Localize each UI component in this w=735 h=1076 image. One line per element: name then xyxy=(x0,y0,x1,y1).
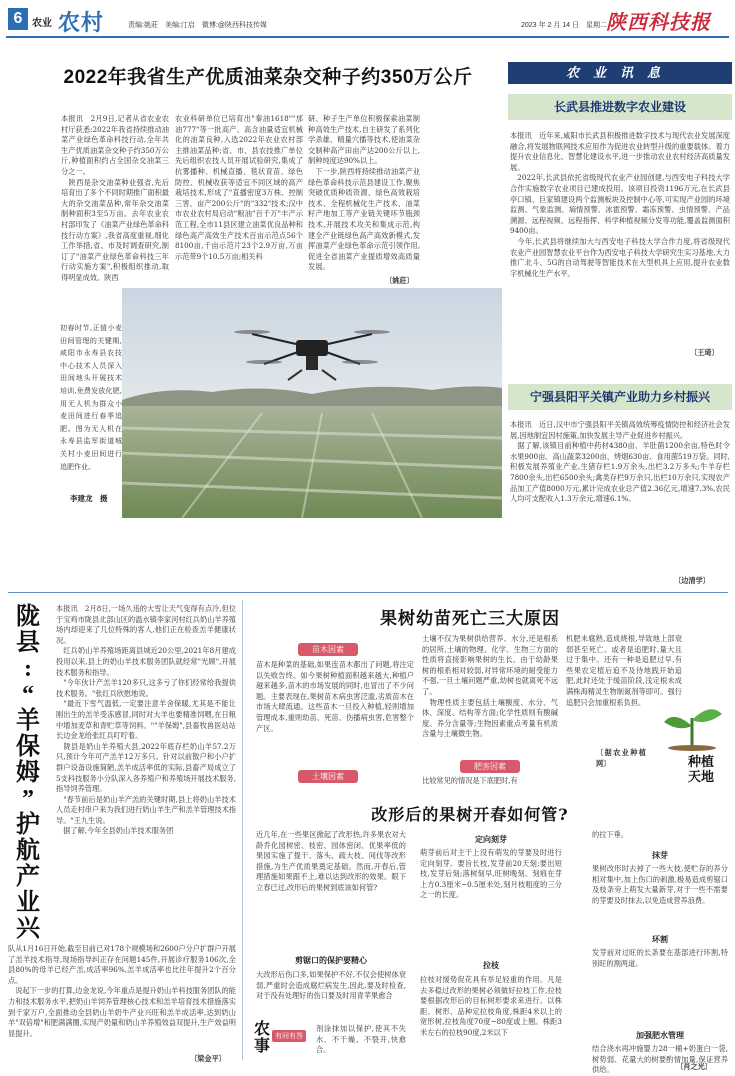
bottom-col1b: 大改形后伤口多,如果保护不好,不仅会使树体衰弱,严重时会造成腐烂病发生,因此,要及时检查,对于没有处理好的伤口要及时用青苹果愈合 xyxy=(256,970,406,1001)
fruit-body-4: 机肥未腐熟,造成烧根,导致地上部衰弱甚至死亡。或者是追肥时,量大且过于集中。还有一种是追肥过早,有些果农定植后追不及待地践开始追肥,此时还处于缓苗阶段,浅定根未成满株海精灵生物制氮剂等即可。强行追肥只会加重根系负担。 xyxy=(566,634,682,707)
qa-tag: 有问有答 xyxy=(272,1030,306,1042)
vertical-article-top: 本报讯 2月8日,一场久违的大雪让天气变得有点冷,但位于宝鸡市陇县北部山区的温水镇李家河村红兵奶山羊养殖场内却迎来了几位特殊的客人,他们正在检查羔羊健康状况。 红兵奶山羊养殖场距离县城近20公里,2021年8月建成投用以来,县上的奶山羊技术服务团队就经常"光顾",开展技术服务和指导。 "今年伙计产羔羊120多只,这多亏了你们经常给我提供技术服务。"张红兵欣慰地说。 "最近下雪气温低,一定要注意羊舍保暖,尤其是不能让刚出生的羔羊受冻感冒,同时对大羊也要精准饲喂,在日粮中增加麦草和青贮草等饲料。""羊保姆",县畜牧兽医站站长边金龙给张红兵叮咛着。 陇县是奶山羊养殖大县,2022年底存栏奶山羊57.2万只,预计今年可产羔羊12万多只。针对以前散户和小户扩群户设备设施简陋,羔羊成活率低的实际,县畜产局成立了5支科技服务小分队深入各养殖户和养殖场开展技术服务,指导饲养管理。 "春节前后是奶山羊产羔的关键时期,县上将奶山羊技术人员走村串户来为我们进行奶山羊生产和羔羊管理技术指导。"王九生说。 据了解,今年全县奶山羊技术服务团 xyxy=(56,604,236,836)
bottom-col3d: 结合浇水再冲施婴力28一桶+奶蛋白一袋,树势弱、花量大的树要酌情加量,保证营养供给。 xyxy=(592,1044,728,1075)
drone-photo xyxy=(122,288,502,518)
vertical-title-char: 产 xyxy=(16,864,40,890)
fruit-title: 果树幼苗死亡三大原因 xyxy=(380,609,560,629)
fruit-sub-fertilizer: 肥害因素 xyxy=(460,760,520,773)
vertical-title-char: 保 xyxy=(16,734,40,760)
article1-byline: 〔姚莊〕 xyxy=(385,276,414,285)
news1-headline: 长武县推进数字农业建设 xyxy=(508,94,732,120)
news1-body: 本报讯 近年来,咸阳市长武县积极推进数字技术与现代农业发展深度融合,将发展物联网技术应用作为促进农业转型升级的重要载体。着力提升农业信息化、智慧化建设水平,进一步推动农业农村经济高质量发展。 2022年,长武县依托省级现代农业产业园创建,与西安电子科技大学合作实施数字农业项目已建成投用。该项目投资1196万元,在长武县亭口镇、巨家镇建设两个监测板块及控制中心等,可实现产业园的环境监测、气象监测、墒情预警、冰雹预警、霜冻预警、虫情预警、产品溯源、远程视频、远程指挥、科学种植视频分发等功能,覆盖监测面积9400亩。 今年,长武县将继续加大与西安电子科技大学合作力度,将省级现代农业产业园智慧农业平台作为西安电子科技大学研究生实习基地,大力推广北斗、5G的自动驾驶等智能技术在大型机具上应用,提升农业数字机械化生产水平。 xyxy=(510,131,730,345)
header-bar xyxy=(6,4,729,38)
vertical-title xyxy=(6,604,50,942)
paper-name: 陕西科技报 xyxy=(606,12,711,34)
editors-info: 责编:姚莊 美编:汀启 微博:@陕西科技传媒 xyxy=(128,22,267,29)
main-headline: 2022年我省生产优质油菜杂交种子约350万公斤 xyxy=(63,67,473,88)
bottom-sub-pull: 拉枝 xyxy=(483,961,499,970)
bottom-sub-notch: 定向刻芽 xyxy=(475,835,507,844)
plant-icon xyxy=(656,700,728,750)
fruit-sub-soil: 土壤因素 xyxy=(298,770,358,783)
photo-credit: 李建龙 摄 xyxy=(70,494,108,503)
news2-byline: 〔边清学〕 xyxy=(674,576,710,585)
article1-col3: 研、种子生产单位积极探索油菜制种高效生产技术,自主研发了系列化学杀雄、精量穴播等技术,使油菜杂交制种高产田亩产达200公斤以上,制种纯度达90%以上。 下一步,陕西将持续推动油菜产业绿色革命科技示范县建设工作,聚焦突破优质种质资源、绿色高效栽培技术、全程机械化生产技术、油菜籽产地加工等产业链关键环节瓶颈技术,开展技术攻关和集成示范,构建全产业链绿色高产高效新模式,发挥油菜产业绿色革命示范引领作用,促进全省油菜产业提质增效高质量发展。 xyxy=(308,114,420,272)
bottom-col2: 萌芽前后对主干上没有萌发的芽要及时进行定向刻芽。要旨长枝,发芽前20天刻;要出短枝,发芽后刻;落树刻早,旺树晚刻。刻痕在芽上方0.3厘米~0.5厘米处,刻月枝粗度的三分之一的长度。 xyxy=(420,848,562,900)
fruit-body-3: 比较常见的情况是下底肥时,有 xyxy=(422,776,518,785)
section-divider xyxy=(8,592,728,593)
bottom-sub-ring: 环割 xyxy=(652,935,668,944)
bottom-byline: 〔肖之光〕 xyxy=(676,1062,712,1071)
news1-byline: 〔王琦〕 xyxy=(690,348,719,357)
vertical-article-byline: 〔梁金平〕 xyxy=(190,1054,226,1063)
vertical-title-text xyxy=(6,604,50,942)
vertical-title-char: 航 xyxy=(16,838,40,864)
vertical-article-bottom: 队从1月16日开始,截至目前已对178个规模场和2600户分户扩群户开展了羔羊技术指导,现场指导纠正存在问题145件,开展诊疗服务106次,全县80%的母羊已经产羔,成活率96%,羔羊成活率也比往年提升2个百分点。 说起下一步的打算,边金龙说,今年重点是提升奶山羊科技服务团队的能力和技术服务水平,把奶山羊饲养管理核心技术和羔羊培育技术措施落实到千家万户,全面推动全县奶山羊奶牛产业兴旺和羔羊成活率,达到奶山羊"双倍增"和肥满满圈,实现产奶量和奶山羊养殖效益双提升,生产效益明显提升。 xyxy=(8,944,236,1038)
bottom-col3c: 发芽前对过旺的长条要在基部进行环割,特别旺的割两道。 xyxy=(592,948,728,968)
section-small: 农业 xyxy=(32,18,52,29)
column-divider xyxy=(242,600,243,1060)
bottom-col3: 的拉下垂。 xyxy=(592,830,628,839)
vertical-title-char: 护 xyxy=(16,812,40,838)
planting-corner xyxy=(656,700,728,782)
news-box-title-text: 农业讯息 xyxy=(565,65,674,80)
fruit-sub-seedling: 苗木因素 xyxy=(298,643,358,656)
vertical-title-char: “ xyxy=(22,682,34,708)
article1-col1: 本报讯 2月9日,记者从省农业农村厅获悉:2022年我省持续推动油菜产业绿色革命科技行动,全年共生产优质油菜杂交种子约350万公斤,种植面积约占全国杂交油菜三分之一。 陕西是杂交油菜种业强省,先后培育出了多个不同时期推广面积最大的杂交油菜品种,常年杂交油菜制种面积3至5万亩。去年农业农村部印发了《油菜产业绿色革命科技行动方案》,我省高度重视,细化工作举措,省、市及时调查研究,制订了"油菜产业绿色革命科技三年行动实施方案",积极组织推动,取得明显成效。陕西 xyxy=(61,114,169,282)
fruit-byline: 〔据农业种植网〕 xyxy=(596,748,646,768)
bottom-sub-cut: 剪锯口的保护要精心 xyxy=(295,956,367,965)
photo-caption: 初春时节,正值小麦田间管理的关键期,咸阳市永寿县农技中心技术人员深入田间地头开展技术培训,免费发放化肥,用无人机为群众小麦田间进行春季追肥。图为无人机在永寿县监军街道城关村小麦田间进行追肥作业。 xyxy=(60,324,122,471)
vertical-title-char: 兴 xyxy=(16,916,40,942)
planting-corner-label: 种植天地 xyxy=(688,754,715,784)
page-number: 6 xyxy=(8,8,28,30)
issue-date: 2023 年 2 月 14 日 星期二 xyxy=(521,22,607,29)
vertical-title-char: 业 xyxy=(16,890,40,916)
news2-body: 本报讯 近日,汉中市宁强县阳平关镇高效统筹疫情防控和经济社会发展,因地制宜因村施策,加快发展主导产业促进乡村振兴。 据了解,该镇目前种植中药材4380亩、羊肚菌1200余亩,特色时令水果900亩、高山蔬菜3200亩、烤烟630亩、食用菌519万袋。同时,积极发展养殖业产业,生猪存栏1.9万余头,出栏3.2万多头;牛羊存栏7800余头,出栏6500余头;禽类存栏9万余只,出栏10万余只,实现农产品加工产值8000万元,累计完成农业总产值2.36亿元,增速7.3%,农民人均可支配收入1.3万余元,增速6.1%。 xyxy=(510,420,730,504)
bottom-col1c: 剂涂抹加以保护,使其不失水、不干燥、不裂开,快愈合。 xyxy=(316,1024,406,1055)
fruit-body-2: 土壤不仅为果树供给营养、水分,还是根系的居所,土壤的物理、化学、生物三方面的性质将直接影响果树的生长。由于幼龄果树的根系相对较弱,对异常环境的耐受能力不强,一旦土壤问题严重,幼树也就离死不远了。 物理性质主要包括土壤酸度、水分、气体、深度、结构等方面;化学性质则有酸碱度、养分含量等;生物因素重点考量有机质含量与土壤微生物。 xyxy=(422,634,558,739)
drone-field-image xyxy=(122,288,502,518)
bottom-sub-bud: 抹芽 xyxy=(652,851,668,860)
vertical-title-char: 县 xyxy=(16,630,40,656)
farm-tag-char: 农 事 xyxy=(254,1019,271,1055)
bottom-col2b: 拉枝对缓势促花具有举足轻重的作用。凡是去多稳过改形的果树必须做好拉枝工作,拉枝要根据改形后的目标树形要求来进行。以株距、树形、品种定拉枝角度,株距4米以上的宽形树,拉枝角度70度~80度或上翘。株距3米左右的拉枝90度,2米以下 xyxy=(420,975,562,1037)
section-big: 农村 xyxy=(58,10,105,35)
farm-qa-tag xyxy=(254,1020,314,1060)
news-box-title xyxy=(508,62,732,84)
fruit-body-1: 苗木是种菜的基础,如果连苗木都出了问题,将注定以失败告终。如今果树种植面积越来越大,种植户越来越多,苗木的市场发展的同时,也冒出了不少问题。主要表现在,果树苗木病虫害泛滥,劣质苗木在市场大肆流通。这些苗木一旦投入种植,轻则增加管理成本,重则幼苗、死苗、伤播病虫害,危害整个产区。 xyxy=(256,660,414,733)
vertical-title-char: : xyxy=(24,656,32,682)
bottom-col1: 近几年,在一些果区掀起了改形热,许多果农对大龄乔化园树密、枝密、园体密闭、优果率低的果园实施了提干、落头、疏大枝、间伐等改形措施,为生产优质果奠定基础。然而,开春后,管理措施如果跟不上,难以达到改形的效果。眼下立春已过,改形后的果树到底该如何管? xyxy=(256,830,406,892)
bottom-sub-fertilize: 加强肥水管理 xyxy=(636,1031,684,1040)
vertical-title-char: 姆 xyxy=(16,760,40,786)
vertical-title-char: ” xyxy=(22,786,34,812)
bottom-col3b: 果树改形时去掉了一些大枝,使贮存的养分相对集中,加上伤口的刺激,极易造成剪锯口及枝条旁上萌发大量新芽,对于一些不需要的芽要及时抹去,以免造成营养浪费。 xyxy=(592,864,728,905)
vertical-title-char: 羊 xyxy=(16,708,40,734)
vertical-title-char: 陇 xyxy=(16,604,40,630)
article1-col2: 农业科研单位已培育出"秦油1618""邡油777"等一批高产、高含油量适宜机械化的油菜良种,入选2022年农业农村部主推油菜品种;省、市、县农技推广单位先后组织农技人员开展试验研究,集成了抗雾播种、机械直播、毯状育苗、绿色防控、机械收获等适宜不同区域的高产栽培技术,形成了"直播密度3万株、控制三害、亩产200公斤"的"332"技术;汉中市农业农村局启动"粮油"百千万"丰产示范工程,全市11县区建立油菜优良品种和绿色高产高效生产技术百亩示范点56个8100亩,千亩示范片23个2.9万亩,万亩示范带9个10.5万亩;相关科 xyxy=(175,114,303,261)
news2-headline: 宁强县阳平关镇产业助力乡村振兴 xyxy=(508,384,732,410)
bottom-title: 改形后的果树开春如何管? xyxy=(371,805,569,824)
